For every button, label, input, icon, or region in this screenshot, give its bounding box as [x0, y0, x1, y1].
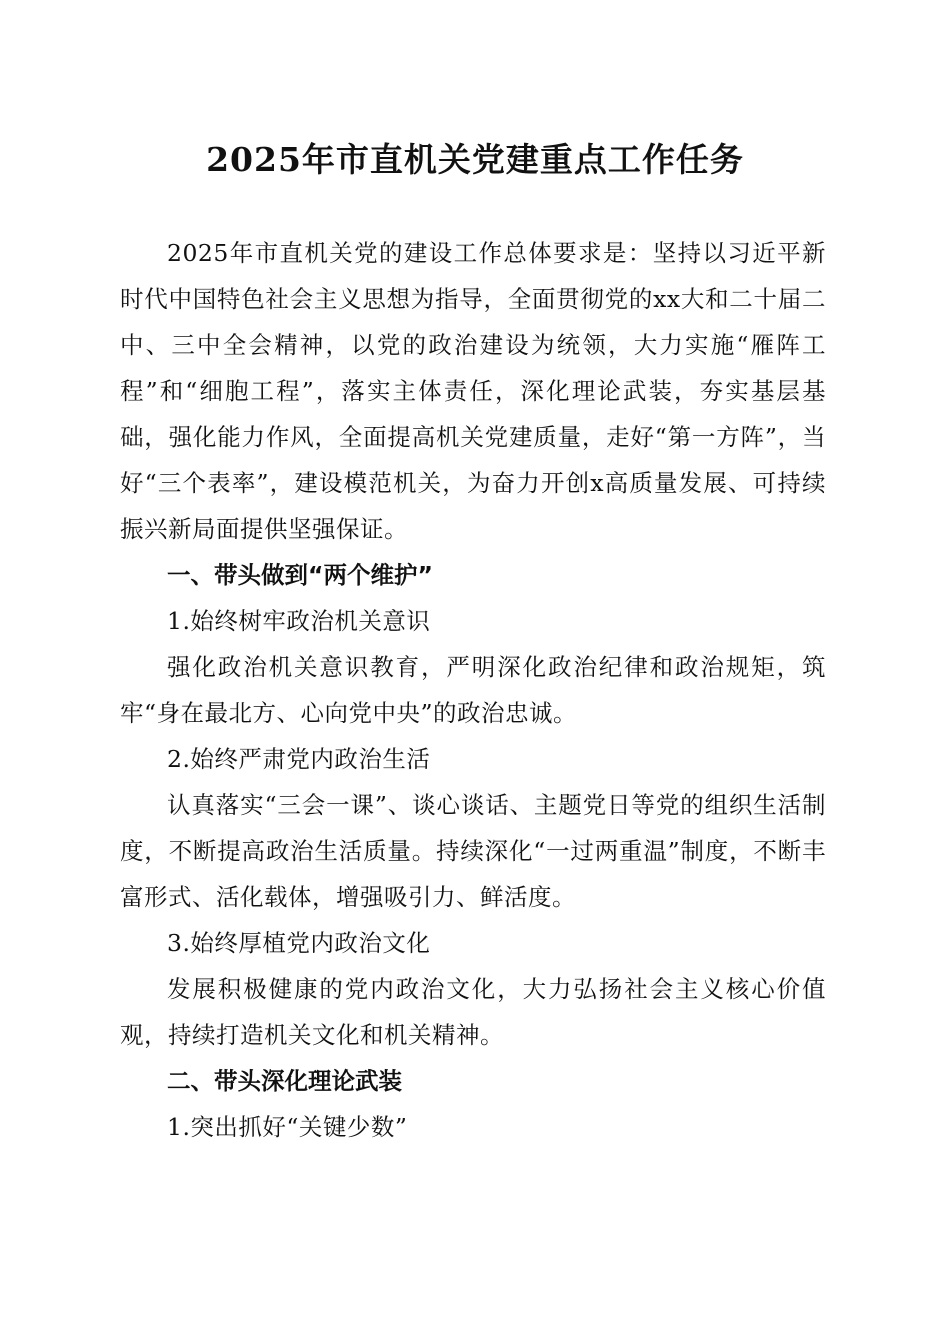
subsection-heading-1-3: 3.始终厚植党内政治文化	[167, 929, 431, 957]
document-title: 2025年市直机关党建重点工作任务	[206, 140, 744, 179]
subsection-heading-1-1: 1.始终树牢政治机关意识	[167, 607, 431, 635]
document-body	[120, 230, 826, 1150]
paragraph-1-2: 认真落实“三会一课”、谈心谈话、主题党日等党的组织生活制度，不断提高政治生活质量。持续深化“一过两重温”制度，不断丰富形式、活化载体，增强吸引力、鲜活度。	[120, 791, 826, 911]
section-heading-1: 一、带头做到“两个维护”	[167, 561, 433, 589]
paragraph-1-3: 发展积极健康的党内政治文化，大力弘扬社会主义核心价值观，持续打造机关文化和机关精神。	[120, 975, 826, 1049]
section-heading-2: 二、带头深化理论武装	[167, 1067, 402, 1095]
subsection-heading-1-2: 2.始终严肃党内政治生活	[167, 745, 431, 773]
paragraph-general-requirements: 2025年市直机关党的建设工作总体要求是：坚持以习近平新时代中国特色社会主义思想为指导，全面贯彻党的xx大和二十届二中、三中全会精神，以党的政治建设为统领，大力实施“雁阵工程”和“细胞工程”，落实主体责任，深化理论武装，夯实基层基础，强化能力作风，全面提高机关党建质量，走好“第一方阵”，当好“三个表率”，建设模范机关，为奋力开创x高质量发展、可持续振兴新局面提供坚强保证。	[120, 239, 826, 543]
subsection-heading-2-1: 1.突出抓好“关键少数”	[167, 1113, 408, 1141]
paragraph-1-1: 强化政治机关意识教育，严明深化政治纪律和政治规矩，筑牢“身在最北方、心向党中央”的政治忠诚。	[120, 653, 826, 727]
